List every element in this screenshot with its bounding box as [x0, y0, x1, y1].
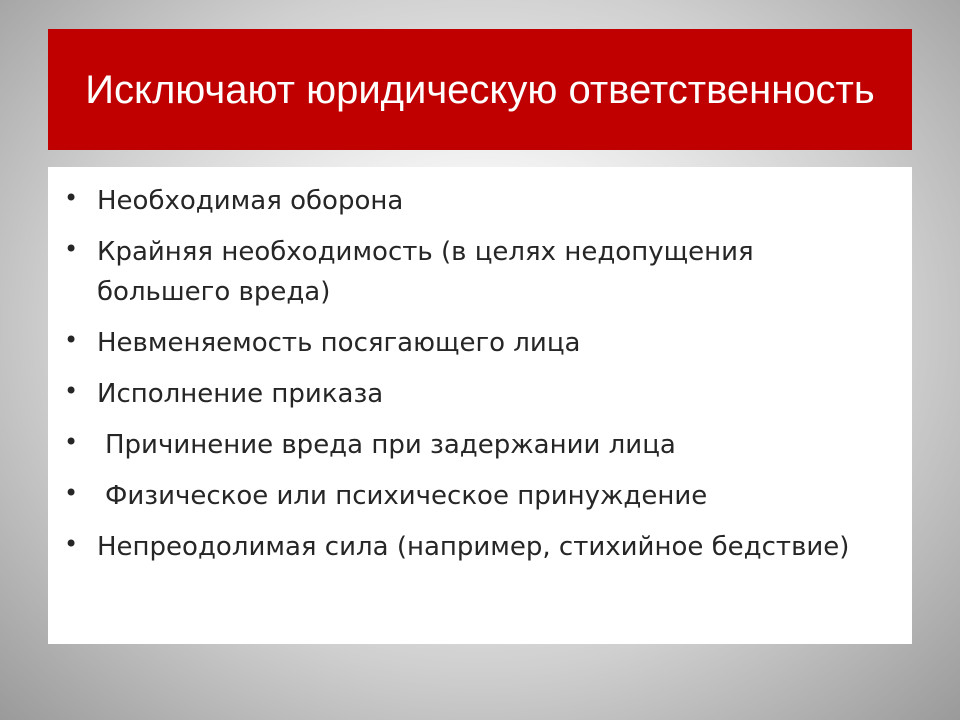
- list-item-text: Крайняя необходимость (в целях недопущения большего вреда): [97, 237, 754, 307]
- list-item-text: Необходимая оборона: [97, 186, 404, 216]
- list-item: [64, 323, 882, 363]
- list-item: [64, 232, 882, 312]
- bullet-icon: •: [64, 479, 79, 507]
- title-banner: [48, 29, 912, 150]
- bullet-icon: •: [64, 184, 79, 212]
- bullet-icon: •: [64, 235, 79, 263]
- list-item-text: Непреодолимая сила (например, стихийное бедствие): [97, 532, 850, 562]
- list-item: [64, 476, 882, 516]
- list-item-text: Физическое или психическое принуждение: [105, 481, 708, 511]
- list-item: [64, 181, 882, 221]
- slide-title: Исключают юридическую ответственность: [85, 67, 875, 112]
- bullet-list: [64, 181, 882, 567]
- list-item-text: Невменяемость посягающего лица: [97, 328, 581, 358]
- bullet-icon: •: [64, 428, 79, 456]
- list-item: [64, 425, 882, 465]
- bullet-icon: •: [64, 377, 79, 405]
- content-panel: [48, 167, 912, 644]
- bullet-icon: •: [64, 326, 79, 354]
- bullet-icon: •: [64, 530, 79, 558]
- list-item-text: Причинение вреда при задержании лица: [105, 430, 676, 460]
- list-item: [64, 374, 882, 414]
- list-item-text: Исполнение приказа: [97, 379, 384, 409]
- list-item: [64, 527, 882, 567]
